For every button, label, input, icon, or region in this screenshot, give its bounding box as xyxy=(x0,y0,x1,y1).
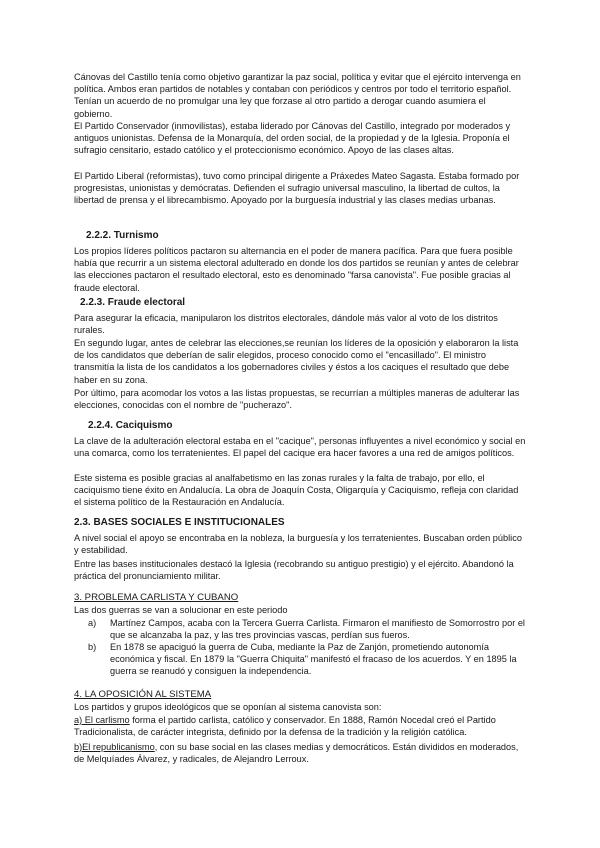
paragraph-fraude-distritos: Para asegurar la eficacia, manipularon los distritos electorales, dándole más valor al voto de los distritos rurales. xyxy=(74,313,498,336)
carlismo-label: a) El carlismo xyxy=(74,715,130,725)
heading-fraude-electoral: 2.2.3. Fraude electoral xyxy=(80,297,186,308)
paragraph-fraude-encasillado: En segundo lugar, antes de celebrar las elecciones,se reunían los líderes de la oposición y elaboraron la lista de los candidatos que deberían de salir elegidos, proceso conocido como el "encasillado". El ministro transmitía la lista de los candidatos a los gobernadores civiles y éstos a los caciques el resultado que debe haber en su zona. xyxy=(74,338,519,385)
paragraph-oposicion-intro: Los partidos y grupos ideológicos que se oponían al sistema canovista son: xyxy=(74,702,382,712)
list-item xyxy=(88,641,528,678)
heading-oposicion-sistema: 4. LA OPOSICIÓN AL SISTEMA xyxy=(74,689,212,700)
paragraph-caciquismo-andalucia: Este sistema es posible gracias al analfabetismo en las zonas rurales y la falta de trabajo, por ello, el caciquismo tiene éxito en Andalucía. La obra de Joaquín Costa, Oligarquía y Caciquismo, refleja con claridad el sistema político de la Restauración en Andalucía. xyxy=(74,473,519,508)
paragraph-bases-social: A nivel social el apoyo se encontraba en la nobleza, la burguesía y los terratenientes. Buscaban orden público y estabilidad. xyxy=(74,533,522,556)
paragraph-canovas-objective: Cánovas del Castillo tenía como objetivo garantizar la paz social, política y evitar que el ejército intervenga en política. Ambos eran partidos de notables y contaban con periódicos y centros por todo el territorio español. Tenían un acuerdo de no promulgar una ley que forzase al otro partido a derogar cuando asumiera el gobierno. xyxy=(74,72,521,119)
republicanismo-text: , con su base social en las clases medias y democráticos. Están divididos en moderados, de Melquíades Álvarez, y radicales, de Alejandro Lerroux. xyxy=(74,742,519,765)
list-item-text: Martínez Campos, acaba con la Tercera Guerra Carlista. Firmaron el manifiesto de Somorrostro por el que se alcanzaba la paz, y las tres provincias vascas, perdían sus fueros. xyxy=(110,618,525,641)
paragraph-carlismo xyxy=(74,714,526,738)
paragraph-partido-conservador: El Partido Conservador (inmovilistas), estaba liderado por Cánovas del Castillo, integrado por moderados y antiguos unionistas. Defensa de la Monarquía, del orden social, de la propiedad y de la Iglesia. Proponía el sufragio censitario, estado católico y el proteccionismo económico. Apoyo de las clases altas. xyxy=(74,121,511,156)
list-marker: a) xyxy=(88,618,97,628)
list-item xyxy=(88,617,528,641)
heading-turnismo: 2.2.2. Turnismo xyxy=(86,230,159,241)
list-item-text: En 1878 se apaciguó la guerra de Cuba, mediante la Paz de Zanjón, prometiendo autonomía económica y fiscal. En 1879 la "Guerra Chiquita" manifestó el fracaso de los acuerdos. Y en 1895 la guerra se reanudó y consiguen la independencia. xyxy=(110,642,517,677)
republicanismo-label: b)El republicanismo xyxy=(74,742,155,752)
heading-caciquismo: 2.2.4. Caciquismo xyxy=(88,420,173,431)
carlismo-text: forma el partido carlista, católico y conservador. En 1888, Ramón Nocedal creó el Partido Tradicionalista, de carácter integrista, definido por la defensa de la tradición y la religión católica. xyxy=(74,715,496,738)
list-marker: b) xyxy=(88,642,97,652)
paragraph-partido-liberal: El Partido Liberal (reformistas), tuvo como principal dirigente a Práxedes Mateo Sagasta. Estaba formado por progresistas, unionistas y demócratas. Defienden el sufragio universal masculino, la libertad de cultos, la libertad de prensa y el librecambismo. Apoyado por la burguesía industrial y las clases medias urbanas. xyxy=(74,171,520,206)
heading-problema-carlista-cubano: 3. PROBLEMA CARLISTA Y CUBANO xyxy=(74,592,239,603)
heading-bases-sociales: 2.3. BASES SOCIALES E INSTITUCIONALES xyxy=(74,517,285,528)
paragraph-problema-intro: Las dos guerras se van a solucionar en este periodo xyxy=(74,605,288,615)
paragraph-bases-institucional: Entre las bases institucionales destacó la Iglesia (recobrando su antiguo prestigio) y el ejército. Abandonó la práctica del pronunciamiento militar. xyxy=(74,559,514,582)
paragraph-republicanismo xyxy=(74,741,526,765)
paragraph-fraude-pucherazo: Por último, para acomodar los votos a las listas propuestas, se recurrían a múltiples maneras de adulterar las elecciones, conocidas con el nombre de "pucherazo". xyxy=(74,388,520,411)
paragraph-turnismo: Los propios líderes políticos pactaron su alternancia en el poder de manera pacífica. Para que fuera posible había que recurrir a un sistema electoral adulterado en donde los dos partidos se reunían y antes de celebrar las elecciones pactaron el resultado electoral, esto es denominado "farsa canovista". Fue posible gracias al fraude electoral. xyxy=(74,246,519,293)
paragraph-caciquismo-clave: La clave de la adulteración electoral estaba en el "cacique", personas influyentes a nivel económico y social en una comarca, como los terratenientes. El papel del cacique era hacer favores a una red de amigos políticos. xyxy=(74,436,526,459)
